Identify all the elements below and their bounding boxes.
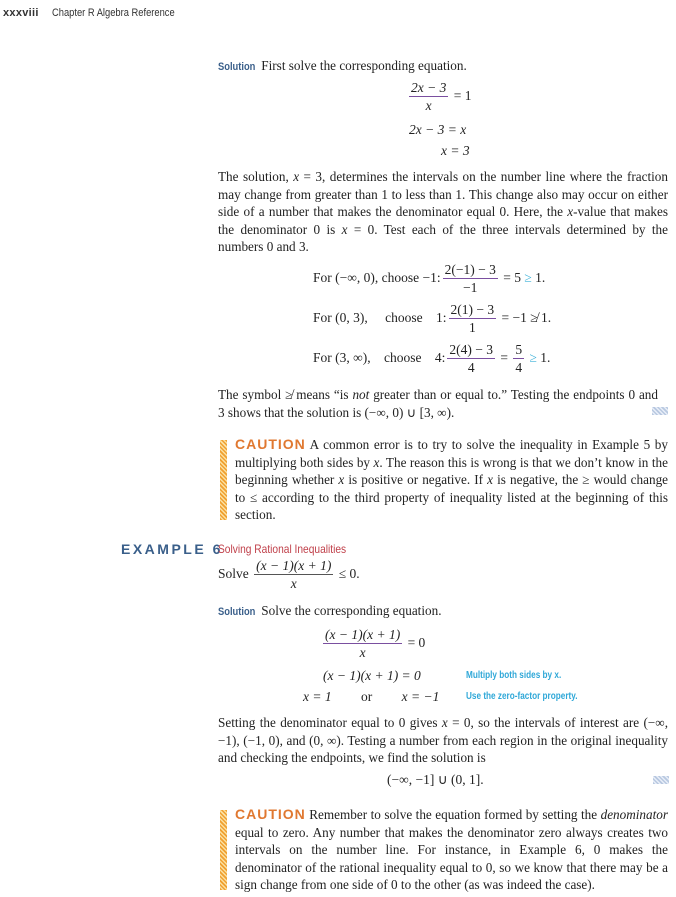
- paragraph-3: Setting the denominator equal to 0 gives x = 0, so the intervals of interest are (−∞, −1), (−1, 0), and (0, ∞). Testing a number from each region in the original inequality and checking the endpoints, we find the solution is: [218, 715, 668, 766]
- example-problem: Solve $\frac{(x - 1)(x + 1)}{x}$ ≤ 0.: [218, 558, 360, 591]
- solution-intro-text: First solve the corresponding equation.: [261, 58, 467, 73]
- eq1-rhs: = 1: [453, 88, 472, 104]
- side-note-zero-factor: Use the zero-factor property.: [466, 691, 578, 702]
- paragraph-1: The solution, x = 3, determines the intervals on the number line where the fraction may change from greater than 1 to less than 1. This change also may occur on either side of a number that makes the denominator equal 0. Here, the x-value that makes the denominator 0 is x = 0. Test each of the three intervals determined by the numbers 0 and 3.: [218, 169, 668, 255]
- running-header: [3, 7, 196, 19]
- solution-2-eq2: (x − 1)(x + 1) = 0: [323, 668, 421, 683]
- eq1-denominator: x: [425, 98, 432, 113]
- equation-3: x = 3: [441, 143, 470, 158]
- equation-2: 2x − 3 = x: [409, 122, 467, 137]
- eq1-numerator: 2x − 3: [411, 80, 447, 95]
- caution-label: CAUTION: [235, 806, 306, 822]
- example-label: EXAMPLE 6: [121, 541, 223, 557]
- paragraph-2: The symbol ≱ means “is not greater than or equal to.” Testing the endpoints 0 and 3 shows that the solution is (−∞, 0) ∪ [3, ∞).: [218, 387, 658, 420]
- end-of-solution-marker: [652, 407, 668, 415]
- caution-1: CAUTION A common error is to try to solve the inequality in Example 5 by multiplying both sides by x. The reason this is wrong is that we don’t know in the beginning whether x is positive or negative. If x is negative, the ≥ would change to ≤ according to the third property of inequality listed at the beginning of this section.: [235, 436, 669, 523]
- solution-label: Solution: [218, 606, 256, 618]
- solution-2-intro: Solution Solve the corresponding equation.: [218, 602, 442, 622]
- chapter-title: Chapter R Algebra Reference: [51, 7, 175, 19]
- equation-1: [407, 80, 471, 114]
- caution-label: CAUTION: [235, 436, 306, 452]
- test-row-2: For (0, 3), choose 1: $\frac{2(1) - 3}{1}$ = −1 ≱ 1.: [313, 302, 552, 335]
- test-row-3: For (3, ∞), choose 4: $\frac{2(4) - 3}{4}$ = $\frac{5}{4}$ ≥ 1.: [313, 342, 551, 375]
- test-row-1: For (−∞, 0), choose −1: $\frac{2(-1) - 3}{-1}$ = 5 ≥ 1.: [313, 262, 546, 295]
- solution-1-intro: [218, 57, 467, 77]
- solution-2-eq3: x = 1 or x = −1: [303, 689, 440, 704]
- example-title: Solving Rational Inequalities: [218, 542, 347, 556]
- caution-bar: [220, 440, 227, 520]
- side-note-multiply: Multiply both sides by x.: [466, 670, 562, 681]
- caution-bar: [220, 810, 227, 890]
- end-of-solution-marker: [653, 776, 669, 784]
- final-solution: (−∞, −1] ∪ (0, 1].: [387, 772, 484, 787]
- caution-2: CAUTION Remember to solve the equation formed by setting the denominator equal to zero. Any number that makes the denominator zero always creates two intervals on the number line. For instance, in Example 6, 0 makes the denominator of the rational inequality equal to 0, so we know that there may be a sign change from one side of 0 to the other (as was indeed the case).: [235, 806, 668, 893]
- page-number: xxxviii: [3, 7, 39, 19]
- solution-2-eq1: $\frac{(x - 1)(x + 1)}{x}$ = 0: [325, 627, 426, 660]
- solution-label: Solution: [218, 61, 256, 73]
